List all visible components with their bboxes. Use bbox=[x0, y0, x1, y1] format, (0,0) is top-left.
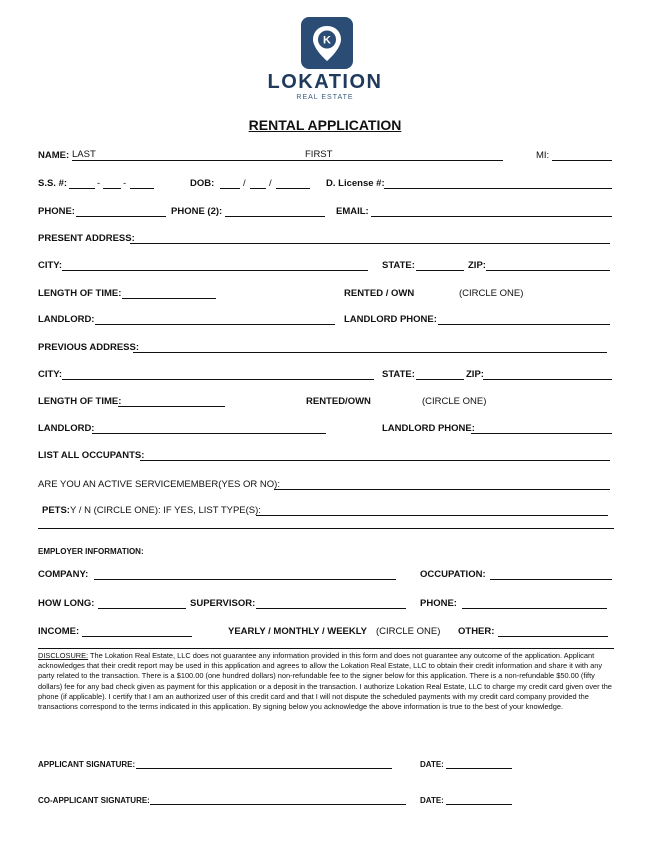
ss-label: S.S. #: bbox=[38, 178, 68, 189]
coapplicant-date-field[interactable] bbox=[446, 793, 512, 805]
section-divider-2 bbox=[38, 648, 614, 649]
disclosure-heading: DISCLOSURE: bbox=[38, 651, 89, 660]
howlong-row bbox=[38, 593, 612, 609]
supervisor-label: SUPERVISOR: bbox=[190, 598, 256, 609]
previous-city-row bbox=[38, 364, 612, 380]
email-label: EMAIL: bbox=[336, 206, 369, 217]
previous-length-row bbox=[38, 391, 612, 407]
present-landlord-row bbox=[38, 309, 612, 325]
present-length-label: LENGTH OF TIME: bbox=[38, 288, 122, 299]
present-state-field[interactable] bbox=[416, 259, 464, 271]
phone-field[interactable] bbox=[76, 205, 166, 217]
employer-phone-label: PHONE: bbox=[420, 598, 457, 609]
coapplicant-date-label: DATE: bbox=[420, 796, 444, 805]
occupants-label: LIST ALL OCCUPANTS: bbox=[38, 450, 145, 461]
page-title: RENTAL APPLICATION bbox=[248, 117, 402, 133]
ss-dob-row bbox=[38, 173, 612, 189]
license-label: D. License #: bbox=[326, 178, 385, 189]
present-landlord-phone-field[interactable] bbox=[438, 313, 610, 325]
present-length-row bbox=[38, 283, 612, 299]
dob-label: DOB: bbox=[190, 178, 215, 189]
pets-type-field[interactable] bbox=[256, 504, 608, 516]
income-row bbox=[38, 621, 612, 637]
present-circle-one: (CIRCLE ONE) bbox=[459, 288, 524, 299]
income-label: INCOME: bbox=[38, 626, 80, 637]
other-label: OTHER: bbox=[458, 626, 495, 637]
coapplicant-signature-field[interactable] bbox=[150, 793, 406, 805]
ss-field-3[interactable] bbox=[130, 177, 154, 189]
income-circle-one: (CIRCLE ONE) bbox=[376, 626, 441, 637]
lokation-logo-icon bbox=[301, 17, 353, 69]
present-zip-field[interactable] bbox=[486, 259, 610, 271]
previous-rented-own[interactable]: RENTED/OWN bbox=[306, 396, 371, 407]
name-row bbox=[38, 145, 612, 161]
howlong-field[interactable] bbox=[98, 597, 186, 609]
dob-day-field[interactable] bbox=[250, 177, 266, 189]
ss-sep-1: - bbox=[97, 178, 101, 189]
occupants-field[interactable] bbox=[140, 449, 610, 461]
coapplicant-signature-row bbox=[38, 789, 612, 805]
present-city-row bbox=[38, 255, 612, 271]
previous-address-row bbox=[38, 337, 612, 353]
disclosure-body: The Lokation Real Estate, LLC does not guarantee any information provided in this form and does not guarantee any outcome of the application. Applicant acknowledges that their credit report may be used in this application and agrees to allow the Lokation Real Estate, LLC to obtain their credit information and share it with any party related to the transaction. There is a $100.00 (one hundred dollars) non-refundable fee to the signer below for this application. There is a non-refundable $50.00 (fifty dollars) fee for any bad check given as payment for this application or a deposit in the transaction. I authorize Lokation Real Estate, LLC to charge my credit card given over the phone (if applicable). I certify that I am an authorized user of this credit card and that I will not dispute the scheduled payments with my credit card company provided the transactions correspond to the terms indicated in this application. By signing below you acknowledge the above information is true to the best of your knowledge. bbox=[38, 651, 612, 712]
license-field[interactable] bbox=[384, 177, 612, 189]
dob-year-field[interactable] bbox=[276, 177, 310, 189]
previous-city-label: CITY: bbox=[38, 369, 63, 380]
company-field[interactable] bbox=[94, 568, 396, 580]
name-label: NAME: bbox=[38, 150, 70, 161]
present-address-label: PRESENT ADDRESS: bbox=[38, 233, 135, 244]
phone2-label: PHONE (2): bbox=[171, 206, 223, 217]
ss-field-1[interactable] bbox=[69, 177, 95, 189]
occupation-field[interactable] bbox=[490, 568, 612, 580]
pets-options[interactable]: Y / N (CIRCLE ONE): IF YES, LIST TYPE(S): bbox=[70, 505, 261, 516]
income-period-options[interactable]: YEARLY / MONTHLY / WEEKLY bbox=[228, 626, 368, 637]
disclosure-text bbox=[38, 651, 614, 712]
pets-row bbox=[38, 500, 612, 516]
present-state-label: STATE: bbox=[382, 260, 415, 271]
previous-landlord-phone-label: LANDLORD PHONE: bbox=[382, 423, 475, 434]
present-city-label: CITY: bbox=[38, 260, 63, 271]
brand-name: LOKATION bbox=[267, 71, 383, 93]
applicant-signature-row bbox=[38, 753, 612, 769]
howlong-label: HOW LONG: bbox=[38, 598, 95, 609]
ss-field-2[interactable] bbox=[103, 177, 121, 189]
present-landlord-label: LANDLORD: bbox=[38, 314, 95, 325]
servicemember-field[interactable] bbox=[274, 478, 610, 490]
previous-address-field[interactable] bbox=[133, 341, 607, 353]
section-divider-1 bbox=[38, 528, 614, 529]
last-name-field[interactable] bbox=[72, 149, 332, 161]
income-field[interactable] bbox=[82, 625, 192, 637]
first-hint: FIRST bbox=[305, 149, 333, 160]
applicant-date-field[interactable] bbox=[446, 757, 512, 769]
employer-heading-row bbox=[38, 540, 612, 556]
previous-city-field[interactable] bbox=[62, 368, 374, 380]
previous-length-field[interactable] bbox=[118, 395, 225, 407]
present-length-field[interactable] bbox=[122, 287, 216, 299]
employer-phone-field[interactable] bbox=[462, 597, 607, 609]
employer-heading: EMPLOYER INFORMATION: bbox=[38, 547, 144, 556]
first-name-field[interactable] bbox=[305, 149, 503, 161]
previous-landlord-phone-field[interactable] bbox=[471, 422, 612, 434]
other-field[interactable] bbox=[498, 625, 608, 637]
dob-sep-1: / bbox=[243, 178, 246, 189]
previous-landlord-label: LANDLORD: bbox=[38, 423, 95, 434]
brand-subtitle: REAL ESTATE bbox=[296, 94, 354, 101]
dob-month-field[interactable] bbox=[220, 177, 240, 189]
phone-label: PHONE: bbox=[38, 206, 75, 217]
present-city-field[interactable] bbox=[62, 259, 368, 271]
occupation-label: OCCUPATION: bbox=[420, 569, 486, 580]
company-row bbox=[38, 564, 612, 580]
email-field[interactable] bbox=[371, 205, 612, 217]
present-address-row bbox=[38, 228, 612, 244]
applicant-signature-field[interactable] bbox=[136, 757, 392, 769]
pets-label: PETS: bbox=[42, 505, 70, 516]
present-landlord-phone-label: LANDLORD PHONE: bbox=[344, 314, 437, 325]
present-landlord-field[interactable] bbox=[95, 313, 335, 325]
mi-field[interactable] bbox=[552, 149, 612, 161]
previous-landlord-field[interactable] bbox=[92, 422, 326, 434]
dob-sep-2: / bbox=[269, 178, 272, 189]
previous-state-label: STATE: bbox=[382, 369, 415, 380]
servicemember-row bbox=[38, 474, 612, 490]
previous-length-label: LENGTH OF TIME: bbox=[38, 396, 122, 407]
previous-address-label: PREVIOUS ADDRESS: bbox=[38, 342, 139, 353]
applicant-date-label: DATE: bbox=[420, 760, 444, 769]
supervisor-field[interactable] bbox=[256, 597, 406, 609]
occupants-row bbox=[38, 445, 612, 461]
ss-sep-2: - bbox=[123, 178, 127, 189]
previous-zip-label: ZIP: bbox=[466, 369, 484, 380]
logo-letter: K bbox=[323, 34, 331, 47]
company-label: COMPANY: bbox=[38, 569, 89, 580]
contact-row bbox=[38, 201, 612, 217]
present-address-field[interactable] bbox=[130, 232, 610, 244]
previous-circle-one: (CIRCLE ONE) bbox=[422, 396, 487, 407]
last-hint: LAST bbox=[72, 149, 96, 160]
servicemember-label: ARE YOU AN ACTIVE SERVICEMEMBER(YES OR NO): bbox=[38, 479, 280, 490]
previous-landlord-row bbox=[38, 418, 612, 434]
present-rented-own[interactable]: RENTED / OWN bbox=[344, 288, 415, 299]
applicant-signature-label: APPLICANT SIGNATURE: bbox=[38, 760, 136, 769]
mi-label: MI: bbox=[536, 150, 550, 161]
coapplicant-signature-label: CO-APPLICANT SIGNATURE: bbox=[38, 796, 150, 805]
present-zip-label: ZIP: bbox=[468, 260, 486, 271]
previous-state-field[interactable] bbox=[416, 368, 464, 380]
phone2-field[interactable] bbox=[225, 205, 325, 217]
previous-zip-field[interactable] bbox=[483, 368, 612, 380]
